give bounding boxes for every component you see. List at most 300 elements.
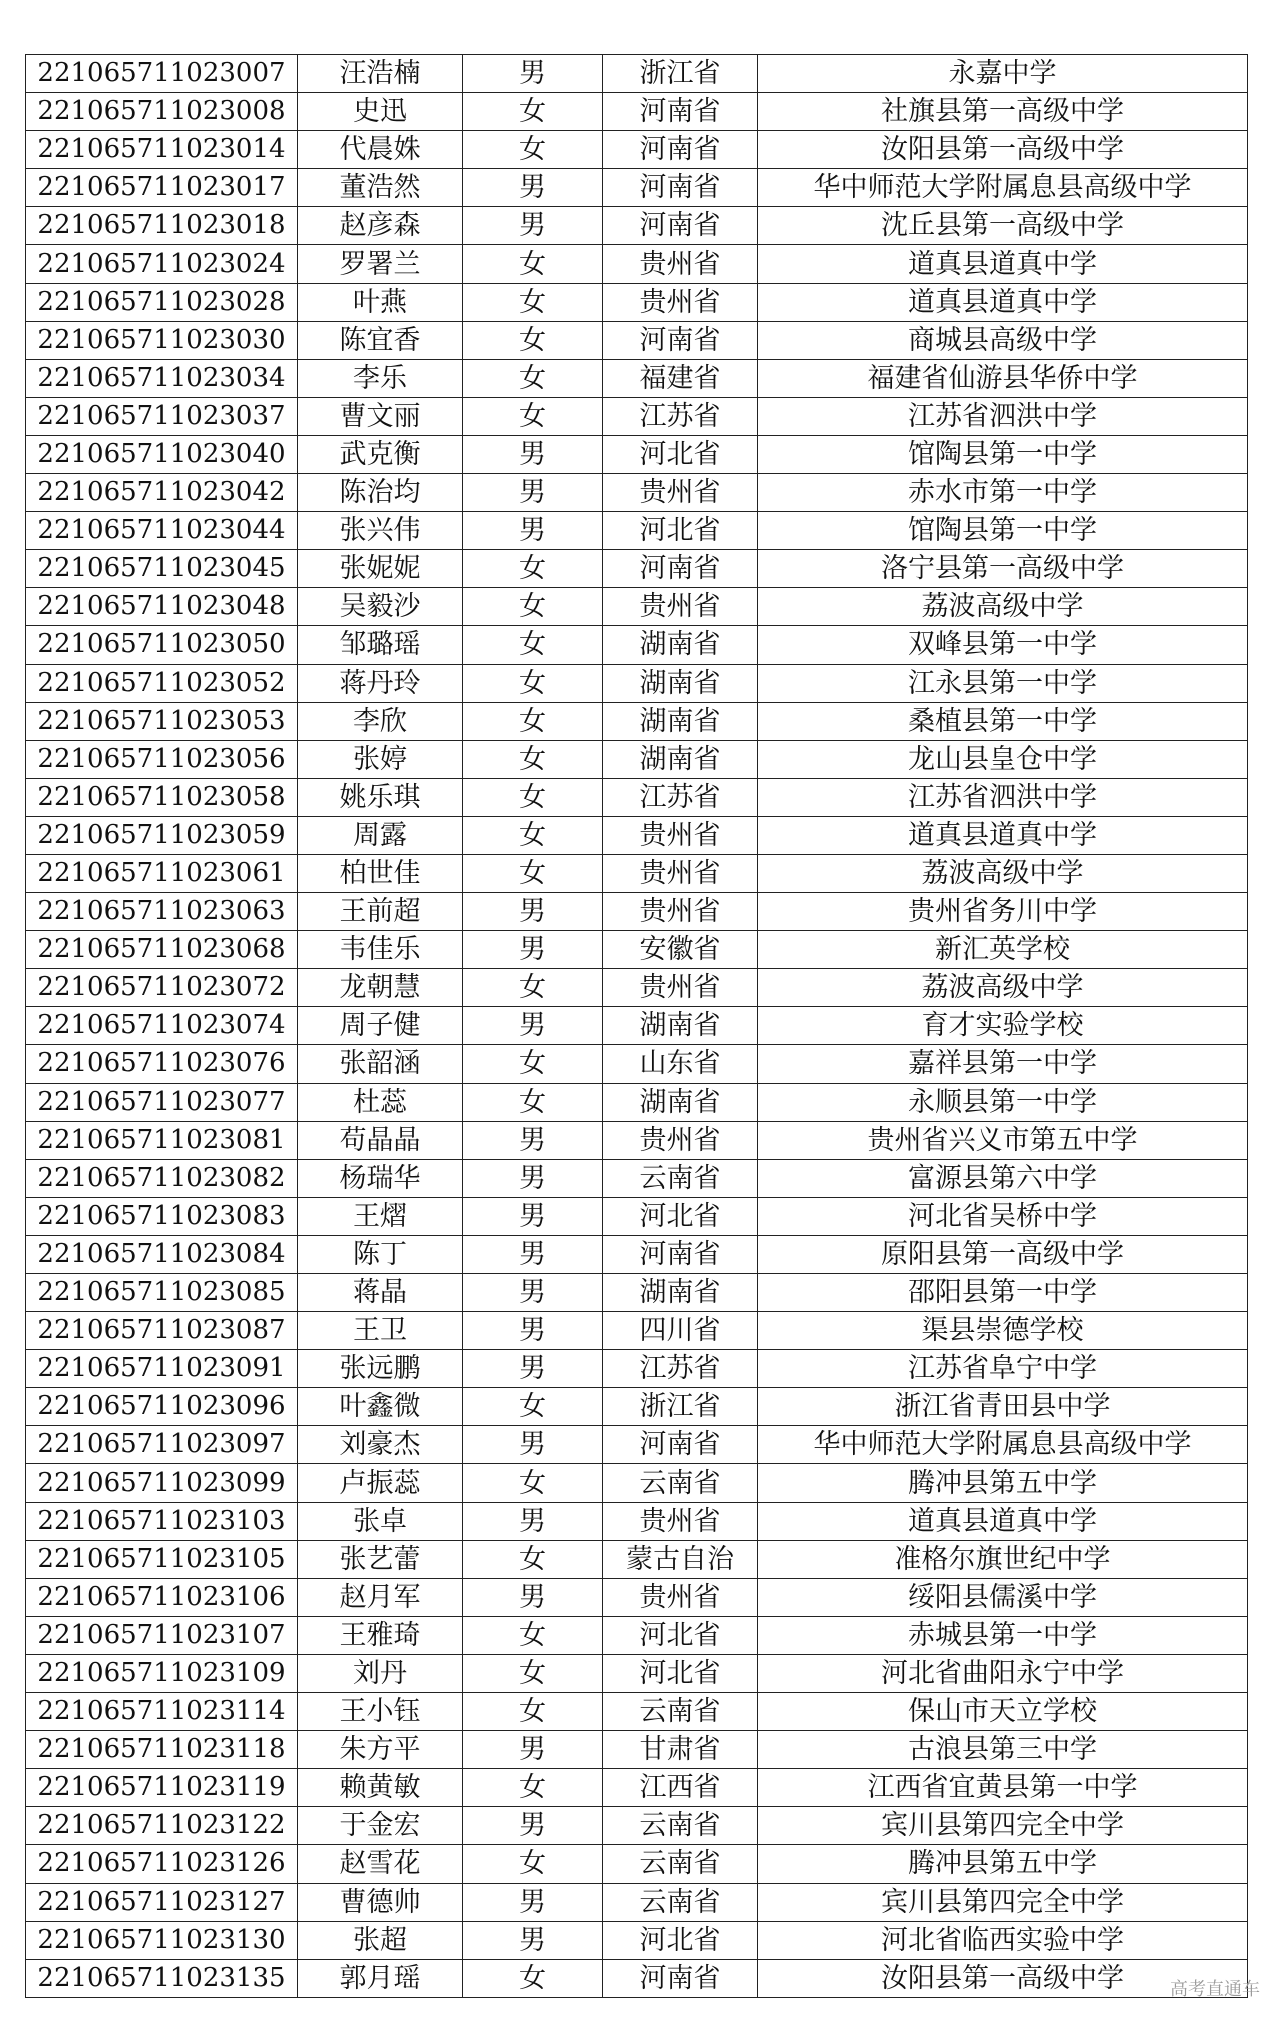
school-cell: 永嘉中学 — [758, 55, 1248, 93]
student-id-cell: 221065711023127 — [26, 1883, 298, 1921]
gender-cell: 女 — [463, 245, 603, 283]
school-cell: 道真县道真中学 — [758, 283, 1248, 321]
name-cell: 姚乐琪 — [298, 778, 463, 816]
name-cell: 王前超 — [298, 893, 463, 931]
province-cell: 云南省 — [603, 1693, 758, 1731]
province-cell: 江苏省 — [603, 397, 758, 435]
school-cell: 古浪县第三中学 — [758, 1731, 1248, 1769]
student-id-cell: 221065711023087 — [26, 1312, 298, 1350]
table-row — [26, 1388, 1248, 1426]
province-cell: 河北省 — [603, 1654, 758, 1692]
gender-cell: 男 — [463, 1883, 603, 1921]
gender-cell: 男 — [463, 1426, 603, 1464]
student-id-cell: 221065711023045 — [26, 550, 298, 588]
gender-cell: 男 — [463, 474, 603, 512]
school-cell: 贵州省兴义市第五中学 — [758, 1121, 1248, 1159]
gender-cell: 女 — [463, 1388, 603, 1426]
gender-cell: 女 — [463, 854, 603, 892]
gender-cell: 男 — [463, 169, 603, 207]
gender-cell: 男 — [463, 1274, 603, 1312]
province-cell: 云南省 — [603, 1464, 758, 1502]
student-id-cell: 221065711023063 — [26, 893, 298, 931]
name-cell: 苟晶晶 — [298, 1121, 463, 1159]
student-id-cell: 221065711023103 — [26, 1502, 298, 1540]
province-cell: 湖南省 — [603, 1083, 758, 1121]
school-cell: 渠县崇德学校 — [758, 1312, 1248, 1350]
school-cell: 腾冲县第五中学 — [758, 1845, 1248, 1883]
school-cell: 江永县第一中学 — [758, 664, 1248, 702]
name-cell: 曹德帅 — [298, 1883, 463, 1921]
name-cell: 汪浩楠 — [298, 55, 463, 93]
student-id-cell: 221065711023114 — [26, 1693, 298, 1731]
school-cell: 江西省宜黄县第一中学 — [758, 1769, 1248, 1807]
table-row — [26, 1007, 1248, 1045]
province-cell: 贵州省 — [603, 1578, 758, 1616]
name-cell: 史迅 — [298, 93, 463, 131]
province-cell: 湖南省 — [603, 626, 758, 664]
student-id-cell: 221065711023099 — [26, 1464, 298, 1502]
gender-cell: 男 — [463, 1502, 603, 1540]
table-row — [26, 1083, 1248, 1121]
student-id-cell: 221065711023028 — [26, 283, 298, 321]
province-cell: 云南省 — [603, 1883, 758, 1921]
school-cell: 原阳县第一高级中学 — [758, 1235, 1248, 1273]
table-row — [26, 1578, 1248, 1616]
name-cell: 张远鹏 — [298, 1350, 463, 1388]
watermark: 高考直通车 — [1170, 1979, 1260, 2000]
school-cell: 江苏省阜宁中学 — [758, 1350, 1248, 1388]
name-cell: 代晨姝 — [298, 131, 463, 169]
province-cell: 山东省 — [603, 1045, 758, 1083]
student-id-cell: 221065711023135 — [26, 1959, 298, 1997]
school-cell: 华中师范大学附属息县高级中学 — [758, 169, 1248, 207]
province-cell: 河北省 — [603, 1921, 758, 1959]
gender-cell: 女 — [463, 626, 603, 664]
province-cell: 河南省 — [603, 550, 758, 588]
name-cell: 张婷 — [298, 740, 463, 778]
name-cell: 刘豪杰 — [298, 1426, 463, 1464]
name-cell: 张卓 — [298, 1502, 463, 1540]
school-cell: 社旗县第一高级中学 — [758, 93, 1248, 131]
name-cell: 赖黄敏 — [298, 1769, 463, 1807]
gender-cell: 男 — [463, 1312, 603, 1350]
school-cell: 道真县道真中学 — [758, 816, 1248, 854]
school-cell: 富源县第六中学 — [758, 1159, 1248, 1197]
school-cell: 华中师范大学附属息县高级中学 — [758, 1426, 1248, 1464]
school-cell: 双峰县第一中学 — [758, 626, 1248, 664]
table-row — [26, 169, 1248, 207]
table-row — [26, 1731, 1248, 1769]
table-row — [26, 1350, 1248, 1388]
school-cell: 汝阳县第一高级中学 — [758, 131, 1248, 169]
student-id-cell: 221065711023072 — [26, 969, 298, 1007]
student-id-cell: 221065711023007 — [26, 55, 298, 93]
province-cell: 贵州省 — [603, 969, 758, 1007]
name-cell: 赵彦森 — [298, 207, 463, 245]
student-id-cell: 221065711023091 — [26, 1350, 298, 1388]
student-id-cell: 221065711023017 — [26, 169, 298, 207]
student-id-cell: 221065711023097 — [26, 1426, 298, 1464]
school-cell: 商城县高级中学 — [758, 321, 1248, 359]
name-cell: 董浩然 — [298, 169, 463, 207]
table-row — [26, 1654, 1248, 1692]
name-cell: 赵月军 — [298, 1578, 463, 1616]
student-id-cell: 221065711023130 — [26, 1921, 298, 1959]
student-id-cell: 221065711023107 — [26, 1616, 298, 1654]
gender-cell: 男 — [463, 435, 603, 473]
student-id-cell: 221065711023074 — [26, 1007, 298, 1045]
table-row — [26, 283, 1248, 321]
student-id-cell: 221065711023077 — [26, 1083, 298, 1121]
table-row — [26, 588, 1248, 626]
school-cell: 永顺县第一中学 — [758, 1083, 1248, 1121]
school-cell: 荔波高级中学 — [758, 969, 1248, 1007]
province-cell: 贵州省 — [603, 1502, 758, 1540]
school-cell: 福建省仙游县华侨中学 — [758, 359, 1248, 397]
province-cell: 湖南省 — [603, 1007, 758, 1045]
table-row — [26, 1464, 1248, 1502]
student-id-cell: 221065711023040 — [26, 435, 298, 473]
school-cell: 荔波高级中学 — [758, 588, 1248, 626]
student-id-cell: 221065711023106 — [26, 1578, 298, 1616]
name-cell: 张韶涵 — [298, 1045, 463, 1083]
name-cell: 韦佳乐 — [298, 931, 463, 969]
student-id-cell: 221065711023052 — [26, 664, 298, 702]
student-id-cell: 221065711023083 — [26, 1197, 298, 1235]
gender-cell: 女 — [463, 1959, 603, 1997]
student-id-cell: 221065711023126 — [26, 1845, 298, 1883]
school-cell: 绥阳县儒溪中学 — [758, 1578, 1248, 1616]
gender-cell: 男 — [463, 893, 603, 931]
gender-cell: 男 — [463, 1350, 603, 1388]
gender-cell: 女 — [463, 1045, 603, 1083]
student-id-cell: 221065711023050 — [26, 626, 298, 664]
student-id-cell: 221065711023008 — [26, 93, 298, 131]
name-cell: 叶鑫微 — [298, 1388, 463, 1426]
school-cell: 河北省曲阳永宁中学 — [758, 1654, 1248, 1692]
name-cell: 王雅琦 — [298, 1616, 463, 1654]
gender-cell: 女 — [463, 816, 603, 854]
province-cell: 蒙古自治 — [603, 1540, 758, 1578]
school-cell: 浙江省青田县中学 — [758, 1388, 1248, 1426]
province-cell: 河南省 — [603, 93, 758, 131]
name-cell: 张妮妮 — [298, 550, 463, 588]
school-cell: 馆陶县第一中学 — [758, 435, 1248, 473]
province-cell: 贵州省 — [603, 816, 758, 854]
table-row — [26, 1159, 1248, 1197]
gender-cell: 女 — [463, 664, 603, 702]
student-id-cell: 221065711023014 — [26, 131, 298, 169]
table-row — [26, 1693, 1248, 1731]
name-cell: 张超 — [298, 1921, 463, 1959]
name-cell: 罗署兰 — [298, 245, 463, 283]
gender-cell: 女 — [463, 1769, 603, 1807]
student-id-cell: 221065711023085 — [26, 1274, 298, 1312]
province-cell: 河北省 — [603, 435, 758, 473]
name-cell: 李乐 — [298, 359, 463, 397]
table-row — [26, 1769, 1248, 1807]
table-row — [26, 474, 1248, 512]
student-id-cell: 221065711023118 — [26, 1731, 298, 1769]
table-row — [26, 778, 1248, 816]
table-row — [26, 1312, 1248, 1350]
gender-cell: 男 — [463, 1197, 603, 1235]
name-cell: 张兴伟 — [298, 512, 463, 550]
gender-cell: 男 — [463, 1121, 603, 1159]
school-cell: 桑植县第一中学 — [758, 702, 1248, 740]
province-cell: 江苏省 — [603, 778, 758, 816]
table-row — [26, 1921, 1248, 1959]
province-cell: 贵州省 — [603, 854, 758, 892]
name-cell: 赵雪花 — [298, 1845, 463, 1883]
province-cell: 河南省 — [603, 131, 758, 169]
name-cell: 陈宜香 — [298, 321, 463, 359]
student-id-cell: 221065711023024 — [26, 245, 298, 283]
school-cell: 江苏省泗洪中学 — [758, 778, 1248, 816]
gender-cell: 女 — [463, 1464, 603, 1502]
province-cell: 河南省 — [603, 1959, 758, 1997]
gender-cell: 男 — [463, 1921, 603, 1959]
school-cell: 沈丘县第一高级中学 — [758, 207, 1248, 245]
table-row — [26, 1616, 1248, 1654]
province-cell: 河南省 — [603, 207, 758, 245]
school-cell: 河北省临西实验中学 — [758, 1921, 1248, 1959]
school-cell: 馆陶县第一中学 — [758, 512, 1248, 550]
school-cell: 腾冲县第五中学 — [758, 1464, 1248, 1502]
name-cell: 李欣 — [298, 702, 463, 740]
gender-cell: 女 — [463, 1693, 603, 1731]
gender-cell: 男 — [463, 931, 603, 969]
province-cell: 江苏省 — [603, 1350, 758, 1388]
name-cell: 郭月瑶 — [298, 1959, 463, 1997]
school-cell: 宾川县第四完全中学 — [758, 1807, 1248, 1845]
name-cell: 王小钰 — [298, 1693, 463, 1731]
student-id-cell: 221065711023122 — [26, 1807, 298, 1845]
student-id-cell: 221065711023053 — [26, 702, 298, 740]
gender-cell: 女 — [463, 778, 603, 816]
gender-cell: 女 — [463, 359, 603, 397]
table-row — [26, 854, 1248, 892]
province-cell: 河北省 — [603, 1197, 758, 1235]
school-cell: 贵州省务川中学 — [758, 893, 1248, 931]
gender-cell: 女 — [463, 1083, 603, 1121]
student-id-cell: 221065711023076 — [26, 1045, 298, 1083]
student-id-cell: 221065711023081 — [26, 1121, 298, 1159]
table-row — [26, 435, 1248, 473]
province-cell: 湖南省 — [603, 740, 758, 778]
table-row — [26, 55, 1248, 93]
school-cell: 嘉祥县第一中学 — [758, 1045, 1248, 1083]
province-cell: 河北省 — [603, 512, 758, 550]
gender-cell: 男 — [463, 1578, 603, 1616]
province-cell: 贵州省 — [603, 893, 758, 931]
student-id-cell: 221065711023042 — [26, 474, 298, 512]
province-cell: 贵州省 — [603, 474, 758, 512]
student-id-cell: 221065711023059 — [26, 816, 298, 854]
table-row — [26, 664, 1248, 702]
province-cell: 四川省 — [603, 1312, 758, 1350]
table-row — [26, 816, 1248, 854]
gender-cell: 女 — [463, 131, 603, 169]
school-cell: 汝阳县第一高级中学 — [758, 1959, 1248, 1997]
province-cell: 浙江省 — [603, 1388, 758, 1426]
student-id-cell: 221065711023037 — [26, 397, 298, 435]
name-cell: 周子健 — [298, 1007, 463, 1045]
gender-cell: 男 — [463, 1731, 603, 1769]
gender-cell: 女 — [463, 969, 603, 1007]
province-cell: 河南省 — [603, 1235, 758, 1273]
gender-cell: 女 — [463, 550, 603, 588]
table-row — [26, 893, 1248, 931]
table-row — [26, 1883, 1248, 1921]
school-cell: 赤城县第一中学 — [758, 1616, 1248, 1654]
name-cell: 朱方平 — [298, 1731, 463, 1769]
province-cell: 甘肃省 — [603, 1731, 758, 1769]
province-cell: 贵州省 — [603, 245, 758, 283]
student-id-cell: 221065711023034 — [26, 359, 298, 397]
table-row — [26, 931, 1248, 969]
school-cell: 育才实验学校 — [758, 1007, 1248, 1045]
student-list-body — [26, 55, 1248, 1998]
gender-cell: 女 — [463, 1845, 603, 1883]
student-id-cell: 221065711023105 — [26, 1540, 298, 1578]
student-id-cell: 221065711023082 — [26, 1159, 298, 1197]
student-id-cell: 221065711023068 — [26, 931, 298, 969]
province-cell: 福建省 — [603, 359, 758, 397]
table-row — [26, 245, 1248, 283]
province-cell: 湖南省 — [603, 702, 758, 740]
table-row — [26, 131, 1248, 169]
province-cell: 河南省 — [603, 1426, 758, 1464]
student-id-cell: 221065711023061 — [26, 854, 298, 892]
gender-cell: 男 — [463, 512, 603, 550]
province-cell: 贵州省 — [603, 1121, 758, 1159]
name-cell: 卢振蕊 — [298, 1464, 463, 1502]
student-id-cell: 221065711023018 — [26, 207, 298, 245]
student-id-cell: 221065711023096 — [26, 1388, 298, 1426]
table-row — [26, 1807, 1248, 1845]
table-row — [26, 1540, 1248, 1578]
table-row — [26, 1959, 1248, 1997]
gender-cell: 女 — [463, 1540, 603, 1578]
gender-cell: 男 — [463, 1235, 603, 1273]
name-cell: 蒋晶 — [298, 1274, 463, 1312]
gender-cell: 男 — [463, 1007, 603, 1045]
school-cell: 保山市天立学校 — [758, 1693, 1248, 1731]
table-row — [26, 969, 1248, 1007]
name-cell: 杨瑞华 — [298, 1159, 463, 1197]
province-cell: 云南省 — [603, 1807, 758, 1845]
student-id-cell: 221065711023119 — [26, 1769, 298, 1807]
table-row — [26, 702, 1248, 740]
name-cell: 张艺蕾 — [298, 1540, 463, 1578]
school-cell: 河北省吴桥中学 — [758, 1197, 1248, 1235]
name-cell: 王熠 — [298, 1197, 463, 1235]
name-cell: 曹文丽 — [298, 397, 463, 435]
province-cell: 贵州省 — [603, 283, 758, 321]
name-cell: 武克衡 — [298, 435, 463, 473]
school-cell: 道真县道真中学 — [758, 245, 1248, 283]
table-row — [26, 740, 1248, 778]
gender-cell: 女 — [463, 93, 603, 131]
gender-cell: 女 — [463, 397, 603, 435]
table-row — [26, 207, 1248, 245]
student-id-cell: 221065711023109 — [26, 1654, 298, 1692]
gender-cell: 女 — [463, 740, 603, 778]
province-cell: 江西省 — [603, 1769, 758, 1807]
name-cell: 蒋丹玲 — [298, 664, 463, 702]
table-row — [26, 1197, 1248, 1235]
school-cell: 宾川县第四完全中学 — [758, 1883, 1248, 1921]
table-row — [26, 1845, 1248, 1883]
province-cell: 贵州省 — [603, 588, 758, 626]
table-row — [26, 626, 1248, 664]
table-row — [26, 512, 1248, 550]
student-id-cell: 221065711023058 — [26, 778, 298, 816]
table-row — [26, 93, 1248, 131]
table-row — [26, 321, 1248, 359]
student-id-cell: 221065711023048 — [26, 588, 298, 626]
student-id-cell: 221065711023044 — [26, 512, 298, 550]
province-cell: 浙江省 — [603, 55, 758, 93]
table-row — [26, 550, 1248, 588]
name-cell: 于金宏 — [298, 1807, 463, 1845]
school-cell: 龙山县皇仓中学 — [758, 740, 1248, 778]
name-cell: 吴毅沙 — [298, 588, 463, 626]
school-cell: 洛宁县第一高级中学 — [758, 550, 1248, 588]
province-cell: 湖南省 — [603, 1274, 758, 1312]
gender-cell: 女 — [463, 1654, 603, 1692]
school-cell: 新汇英学校 — [758, 931, 1248, 969]
school-cell: 道真县道真中学 — [758, 1502, 1248, 1540]
name-cell: 周露 — [298, 816, 463, 854]
gender-cell: 男 — [463, 1159, 603, 1197]
gender-cell: 男 — [463, 55, 603, 93]
table-row — [26, 1426, 1248, 1464]
table-row — [26, 1045, 1248, 1083]
gender-cell: 女 — [463, 588, 603, 626]
name-cell: 杜蕊 — [298, 1083, 463, 1121]
province-cell: 河南省 — [603, 321, 758, 359]
table-row — [26, 1274, 1248, 1312]
school-cell: 荔波高级中学 — [758, 854, 1248, 892]
student-id-cell: 221065711023030 — [26, 321, 298, 359]
school-cell: 邵阳县第一中学 — [758, 1274, 1248, 1312]
student-list-table — [25, 54, 1248, 1998]
gender-cell: 女 — [463, 321, 603, 359]
gender-cell: 女 — [463, 702, 603, 740]
name-cell: 叶燕 — [298, 283, 463, 321]
name-cell: 柏世佳 — [298, 854, 463, 892]
gender-cell: 男 — [463, 207, 603, 245]
gender-cell: 女 — [463, 283, 603, 321]
school-cell: 江苏省泗洪中学 — [758, 397, 1248, 435]
table-row — [26, 1121, 1248, 1159]
province-cell: 河南省 — [603, 169, 758, 207]
name-cell: 邹璐瑶 — [298, 626, 463, 664]
province-cell: 云南省 — [603, 1845, 758, 1883]
table-row — [26, 397, 1248, 435]
province-cell: 云南省 — [603, 1159, 758, 1197]
table-row — [26, 359, 1248, 397]
table-row — [26, 1235, 1248, 1273]
gender-cell: 男 — [463, 1807, 603, 1845]
student-id-cell: 221065711023084 — [26, 1235, 298, 1273]
school-cell: 赤水市第一中学 — [758, 474, 1248, 512]
student-id-cell: 221065711023056 — [26, 740, 298, 778]
province-cell: 安徽省 — [603, 931, 758, 969]
table-row — [26, 1502, 1248, 1540]
